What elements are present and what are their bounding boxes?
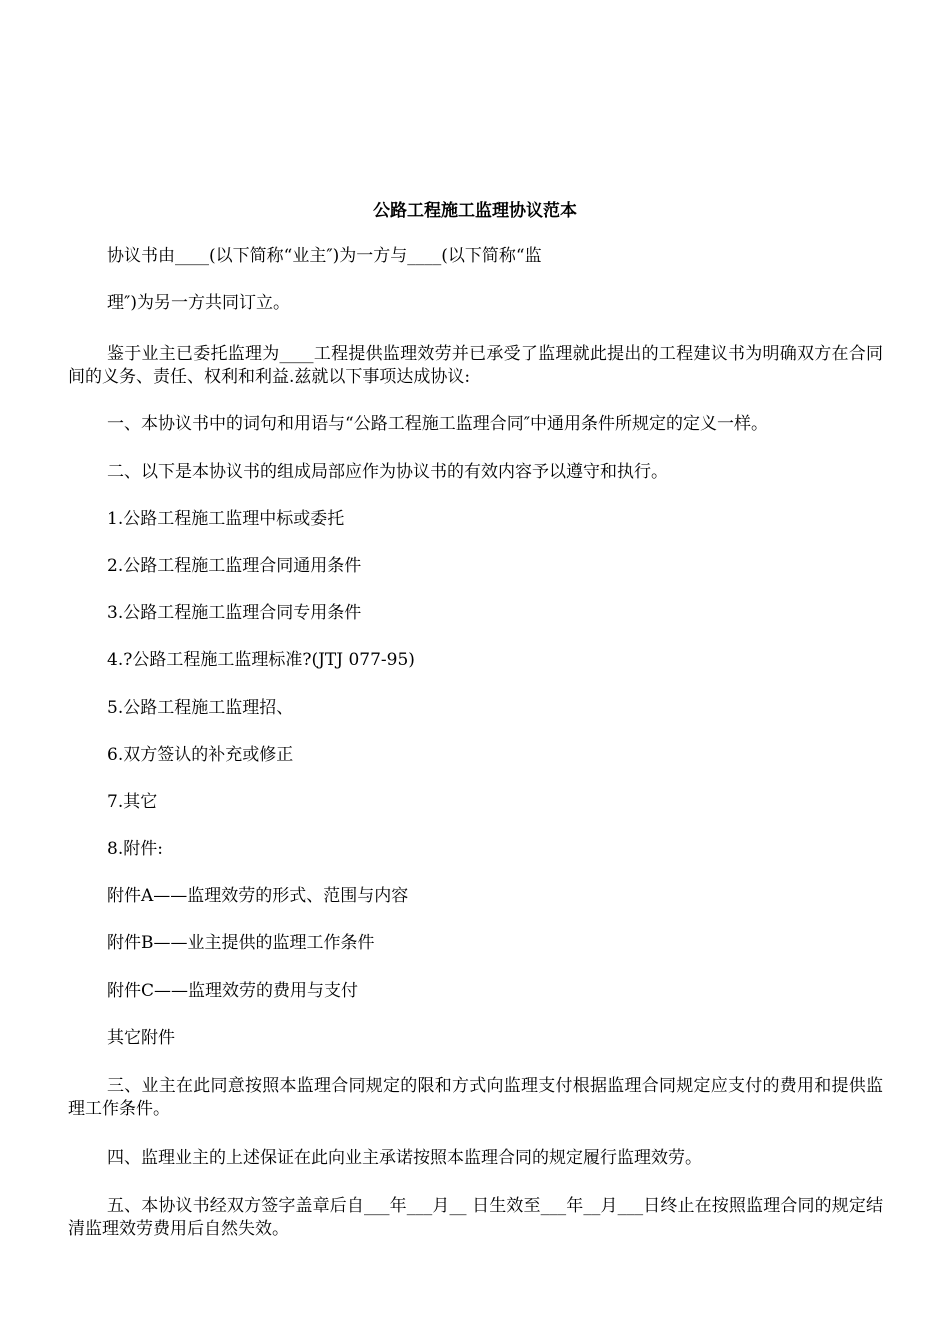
paragraph-clause-5: 五、本协议书经双方签字盖章后自___年___月__ 日生效至___年__月___日终止在按照监理合同的规定结清监理效劳费用后自然失效。 <box>68 1196 883 1239</box>
paragraph-clause-3: 三、业主在此同意按照本监理合同规定的限和方式向监理支付根据监理合同规定应支付的费用和提供监理工作条件。 <box>68 1076 883 1119</box>
list-item-4: 4.?公路工程施工监理标准?(JTJ 077-95) <box>107 650 415 670</box>
paragraph-clause-1: 一、本协议书中的词句和用语与“公路工程施工监理合同″中通用条件所规定的定义一样。 <box>107 414 769 434</box>
document-title: 公路工程施工监理协议范本 <box>373 201 577 221</box>
paragraph-whereas: 鉴于业主已委托监理为____工程提供监理效劳并已承受了监理就此提出的工程建议书为明确双方在合同间的义务、责任、权利和利益.兹就以下事项达成协议: <box>68 344 883 387</box>
list-item-1: 1.公路工程施工监理中标或委托 <box>107 509 345 529</box>
paragraph-clause-2: 二、以下是本协议书的组成局部应作为协议书的有效内容予以遵守和执行。 <box>107 462 668 482</box>
attachment-other: 其它附件 <box>107 1028 175 1048</box>
attachment-a: 附件A——监理效劳的形式、范围与内容 <box>107 886 409 906</box>
list-item-2: 2.公路工程施工监理合同通用条件 <box>107 556 362 576</box>
list-item-6: 6.双方签认的补充或修正 <box>107 745 294 765</box>
list-item-7: 7.其它 <box>107 792 158 812</box>
list-item-5: 5.公路工程施工监理招、 <box>107 698 294 718</box>
paragraph-intro-line2: 理″)为另一方共同订立。 <box>107 293 290 313</box>
attachment-b: 附件B——业主提供的监理工作条件 <box>107 933 375 953</box>
paragraph-intro-line1: 协议书由____(以下简称“业主″)为一方与____(以下简称“监 <box>107 246 542 266</box>
list-item-8: 8.附件: <box>107 839 163 859</box>
paragraph-clause-4: 四、监理业主的上述保证在此向业主承诺按照本监理合同的规定履行监理效劳。 <box>107 1148 702 1168</box>
list-item-3: 3.公路工程施工监理合同专用条件 <box>107 603 362 623</box>
attachment-c: 附件C——监理效劳的费用与支付 <box>107 981 359 1001</box>
